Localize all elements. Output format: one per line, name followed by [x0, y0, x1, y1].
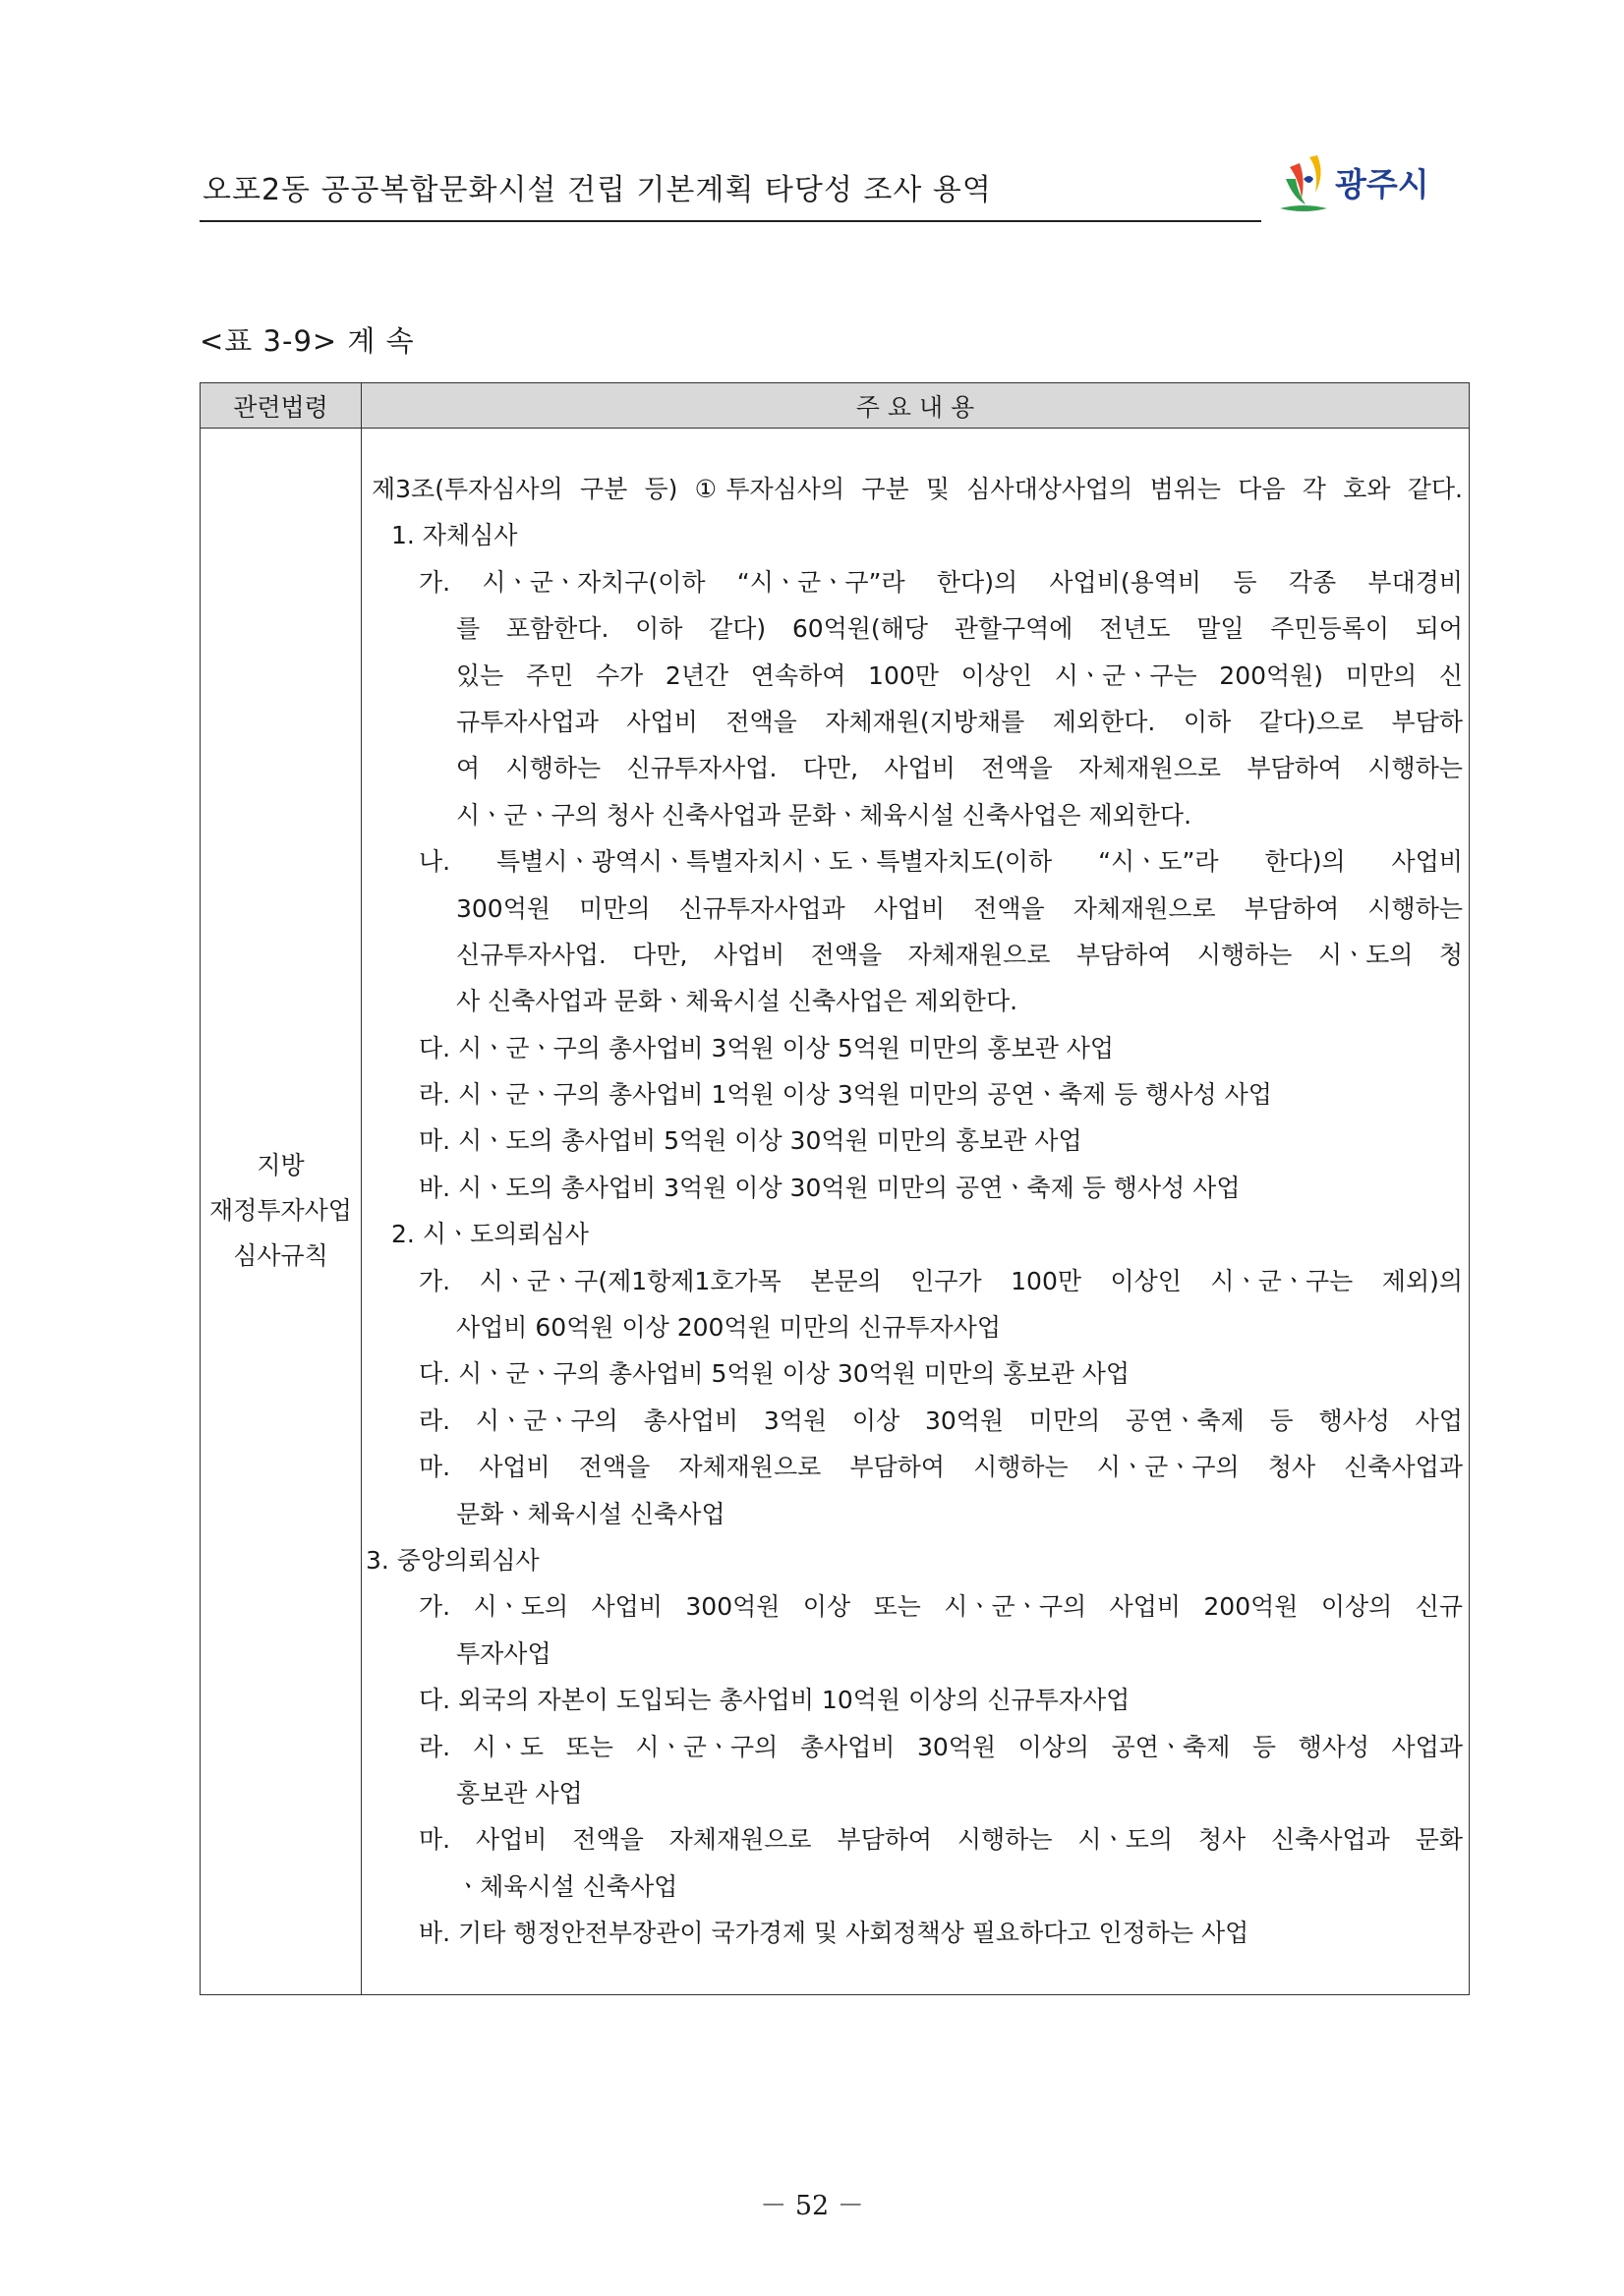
- law-name-line: 심사규칙: [233, 1241, 328, 1270]
- content-line: 다. 외국의 자본이 도입되는 총사업비 10억원 이상의 신규투자사업: [419, 1686, 1131, 1715]
- content-line: 마. 사업비 전액을 자체재원으로 부담하여 시행하는 시ㆍ도의 청사 신축사업과 문화: [419, 1825, 1463, 1855]
- table-row: [201, 429, 1470, 1995]
- table-header-row: [201, 383, 1470, 429]
- content-line: 다. 시ㆍ군ㆍ구의 총사업비 3억원 이상 5억원 미만의 홍보관 사업: [419, 1033, 1115, 1062]
- law-name-line: 지방: [257, 1151, 305, 1179]
- header-divider: [200, 220, 1261, 222]
- content-line: 규투자사업과 사업비 전액을 자체재원(지방채를 제외한다. 이하 같다)으로 부담하: [456, 707, 1463, 736]
- content-line: 바. 기타 행정안전부장관이 국가경제 및 사회정책상 필요하다고 인정하는 사업: [419, 1919, 1249, 1948]
- column-header-content: 주 요 내 용: [362, 383, 1470, 429]
- logo-text: 광주시: [1335, 165, 1429, 203]
- content-line: 라. 시ㆍ군ㆍ구의 총사업비 3억원 이상 30억원 미만의 공연ㆍ축제 등 행사성 사업: [419, 1406, 1463, 1435]
- content-line: 라. 시ㆍ군ㆍ구의 총사업비 1억원 이상 3억원 미만의 공연ㆍ축제 등 행사성 사업: [419, 1080, 1272, 1110]
- content-line: 라. 시ㆍ도 또는 시ㆍ군ㆍ구의 총사업비 30억원 이상의 공연ㆍ축제 등 행사성 사업과: [419, 1732, 1463, 1761]
- content-line: 제3조(투자심사의 구분 등) ①투자심사의 구분 및 심사대상사업의 범위는 다음 각 호와 같다.: [372, 475, 1463, 503]
- law-name-line: 재정투자사업: [209, 1196, 352, 1225]
- content-line: 바. 시ㆍ도의 총사업비 3억원 이상 30억원 미만의 공연ㆍ축제 등 행사성 사업: [419, 1173, 1241, 1202]
- content-line: 투자사업: [456, 1638, 551, 1668]
- law-name-cell: [201, 429, 362, 1995]
- content-line: 시ㆍ군ㆍ구의 청사 신축사업과 문화ㆍ체육시설 신축사업은 제외한다.: [456, 800, 1192, 830]
- column-header-law: 관련법령: [201, 383, 362, 429]
- content-line: 신규투자사업. 다만, 사업비 전액을 자체재원으로 부담하여 시행하는 시ㆍ도의 청: [456, 940, 1463, 969]
- content-line: 가. 시ㆍ도의 사업비 300억원 이상 또는 시ㆍ군ㆍ구의 사업비 200억원 이상의 신규: [419, 1592, 1463, 1622]
- content-line: 를 포함한다. 이하 같다) 60억원(해당 관할구역에 전년도 말일 주민등록이 되어: [456, 614, 1463, 644]
- content-line: 마. 사업비 전액을 자체재원으로 부담하여 시행하는 시ㆍ군ㆍ구의 청사 신축사업과: [419, 1453, 1463, 1482]
- gwangju-emblem-icon: [1276, 149, 1335, 218]
- content-line: 홍보관 사업: [456, 1778, 583, 1808]
- content-line: 마. 시ㆍ도의 총사업비 5억원 이상 30억원 미만의 홍보관 사업: [419, 1126, 1082, 1156]
- content-line: 사업비 60억원 이상 200억원 미만의 신규투자사업: [456, 1313, 1001, 1343]
- content-line: 있는 주민 수가 2년간 연속하여 100만 이상인 시ㆍ군ㆍ구는 200억원) 미만의 신: [456, 660, 1463, 690]
- content-line: 사 신축사업과 문화ㆍ체육시설 신축사업은 제외한다.: [456, 987, 1018, 1016]
- content-line: 3. 중앙의뢰심사: [366, 1545, 540, 1575]
- content-line: 문화ㆍ체육시설 신축사업: [456, 1499, 725, 1528]
- document-title: 오포2동 공공복합문화시설 건립 기본계획 타당성 조사 용역: [203, 173, 992, 207]
- content-line: 가. 시ㆍ군ㆍ자치구(이하 “시ㆍ군ㆍ구”라 한다)의 사업비(용역비 등 각종 부대경비: [419, 567, 1463, 597]
- gwangju-logo: [1276, 149, 1473, 218]
- regulation-table: [200, 382, 1470, 1995]
- content-line: 1. 자체심사: [391, 521, 518, 550]
- content-cell: [362, 429, 1470, 1995]
- content-line: 가. 시ㆍ군ㆍ구(제1항제1호가목 본문의 인구가 100만 이상인 시ㆍ군ㆍ구는 제외)의: [419, 1266, 1463, 1295]
- content-line: 2. 시ㆍ도의뢰심사: [391, 1220, 589, 1249]
- content-line: ㆍ체육시설 신축사업: [456, 1871, 678, 1901]
- content-line: 여 시행하는 신규투자사업. 다만, 사업비 전액을 자체재원으로 부담하여 시행하는: [456, 754, 1463, 783]
- content-line: 나. 특별시ㆍ광역시ㆍ특별자치시ㆍ도ㆍ특별자치도(이하 “시ㆍ도”라 한다)의 사업비: [419, 847, 1463, 877]
- page-number: － 52 －: [760, 2191, 864, 2221]
- table-caption: <표 3-9> 계 속: [200, 324, 415, 358]
- content-line: 300억원 미만의 신규투자사업과 사업비 전액을 자체재원으로 부담하여 시행하는: [456, 893, 1463, 923]
- content-line: 다. 시ㆍ군ㆍ구의 총사업비 5억원 이상 30억원 미만의 홍보관 사업: [419, 1359, 1130, 1389]
